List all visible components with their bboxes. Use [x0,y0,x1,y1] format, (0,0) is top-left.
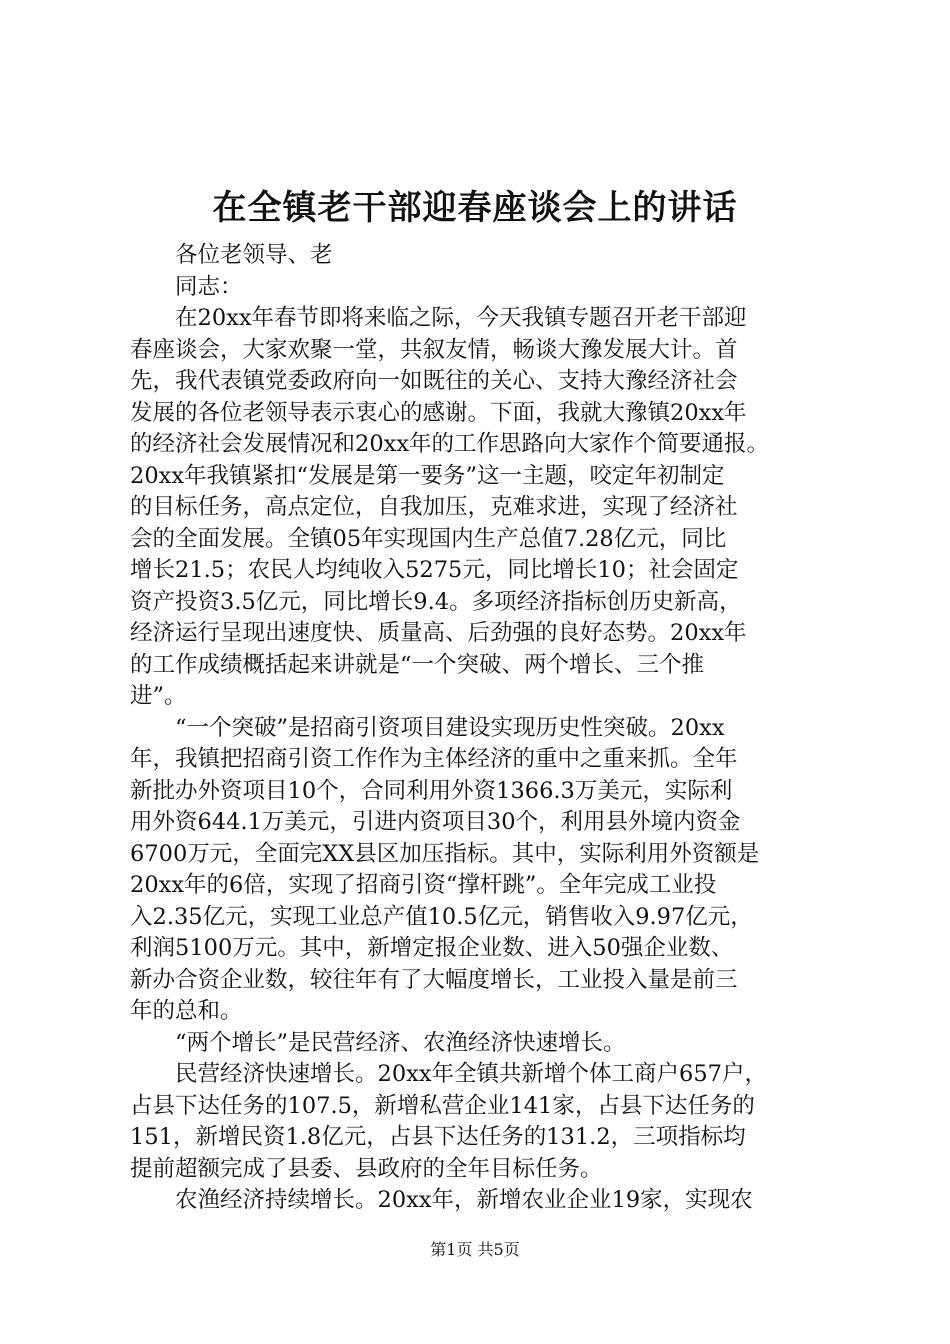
text-line: 资产投资3.5亿元，同比增长9.4。多项经济指标创历史新高， [130,588,742,615]
text-line: 经济运行呈现出速度快、质量高、后劲强的良好态势。20xx年 [130,620,747,646]
text-line: 先，我代表镇党委政府向一如既往的关心、支持大豫经济社会 [130,368,738,394]
text-line: 民营经济快速增长。20xx年全镇共新增个体工商户657户， [175,1061,767,1087]
text-line: 占县下达任务的107.5，新增私营企业141家，占县下达任务的 [130,1092,755,1119]
text-line: “两个增长”是民营经济、农渔经济快速增长。 [175,1029,626,1056]
text-line: 6700万元，全面完XX县区加压指标。其中，实际利用外资额是 [130,840,760,867]
text-line: 新批办外资项目10个，合同利用外资1366.3万美元，实际利 [130,777,733,804]
text-line: 各位老领导、老 [175,242,333,268]
text-line: 新办合资企业数，较往年有了大幅度增长，工业投入量是前三 [130,966,738,993]
text-line: 20xx年的6倍，实现了招商引资“撑杆跳”。全年完成工业投 [130,872,717,898]
page-footer: 第1页 共5页 [430,1240,520,1259]
text-line: 发展的各位老领导表示衷心的感谢。下面，我就大豫镇20xx年 [130,399,747,426]
text-line: 在20xx年春节即将来临之际，今天我镇专题召开老干部迎 [175,305,747,331]
text-line: 进”。 [130,683,187,709]
text-line: 的目标任务，高点定位，自我加压，克难求进，实现了经济社 [130,494,738,520]
text-line: 入2.35亿元，实现工业总产值10.5亿元，销售收入9.97亿元， [130,903,753,930]
text-line: 20xx年我镇紧扣“发展是第一要务”这一主题，咬定年初制定 [130,462,725,489]
text-line: 利润5100万元。其中，新增定报企业数、进入50强企业数、 [130,935,734,961]
text-line: 同志： [175,273,243,300]
text-line: 151，新增民资1.8亿元，占县下达任务的131.2，三项指标均 [130,1124,746,1150]
document-body [130,240,830,1217]
text-line: 增长21.5；农民人均纯收入5275元，同比增长10；社会固定 [130,557,739,583]
text-line: 提前超额完成了县委、县政府的全年目标任务。 [130,1155,603,1182]
text-line: 用外资644.1万美元，引进内资项目30个，利用县外境内资金 [130,809,741,835]
text-line: 农渔经济持续增长。20xx年，新增农业企业19家，实现农 [175,1187,753,1213]
text-line: 的经济社会发展情况和20xx年的工作思路向大家作个简要通报。 [130,431,770,457]
document-title: 在全镇老干部迎春座谈会上的讲话 [212,188,738,228]
text-line: 会的全面发展。全镇05年实现国内生产总值7.28亿元，同比 [130,525,727,552]
text-line: 年的总和。 [130,998,243,1024]
text-line: 年，我镇把招商引资工作作为主体经济的重中之重来抓。全年 [130,746,738,772]
text-line: 春座谈会，大家欢聚一堂，共叙友情，畅谈大豫发展大计。首 [130,336,738,363]
text-line: 的工作成绩概括起来讲就是“一个突破、两个增长、三个推 [130,651,705,678]
text-line: “一个突破”是招商引资项目建设实现历史性突破。20xx [175,714,725,741]
